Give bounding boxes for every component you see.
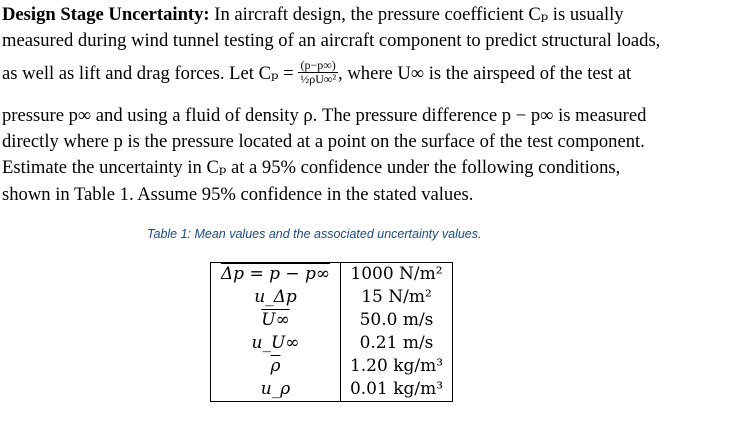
cp-fraction-numerator: (p−p∞)	[298, 59, 338, 73]
values-table	[210, 262, 453, 402]
value-cell: 1.20 kg/m³	[341, 355, 453, 378]
value-cell: 50.0 m/s	[341, 309, 453, 332]
value-cell: 1000 N/m²	[341, 263, 453, 287]
symbol-cell: u_ρ	[211, 378, 341, 402]
problem-line-3	[2, 58, 632, 88]
problem-text-7: shown in Table 1. Assume 95% confidence in the stated values.	[2, 184, 474, 205]
symbol-cell: $\overline{\rho}$	[211, 355, 341, 378]
value-cell: 15 N/m²	[341, 286, 453, 309]
problem-text-5: directly where p is the pressure located at a point on the surface of the test component.	[2, 131, 645, 152]
cp-fraction	[298, 59, 338, 86]
problem-text-6: Estimate the uncertainty in Cₚ at a 95% confidence under the following conditions,	[2, 157, 621, 178]
problem-line-1	[2, 2, 624, 28]
symbol-cell: Δp = p − p∞	[211, 263, 341, 287]
symbol-cell: u_U∞	[211, 332, 341, 355]
table-row	[211, 309, 453, 332]
table-caption: Table 1: Mean values and the associated uncertainty values.	[147, 227, 482, 241]
problem-title: Design Stage Uncertainty:	[2, 4, 210, 25]
table-row	[211, 355, 453, 378]
problem-line-5	[2, 129, 645, 155]
value-cell: 0.21 m/s	[341, 332, 453, 355]
table-row	[211, 286, 453, 309]
problem-line-6	[2, 155, 620, 181]
cp-fraction-denominator: ½ρU∞²	[300, 72, 337, 87]
value-cell: 0.01 kg/m³	[341, 378, 453, 402]
problem-text-2: measured during wind tunnel testing of an aircraft component to predict structural loads,	[2, 30, 661, 51]
problem-text-3a: as well as lift and drag forces. Let Cₚ =	[2, 63, 294, 84]
problem-text-3b: , where U∞ is the airspeed of the test at	[338, 63, 632, 84]
symbol-cell: U∞	[211, 309, 341, 332]
problem-line-2	[2, 28, 660, 54]
table-row	[211, 378, 453, 402]
table-row	[211, 332, 453, 355]
problem-line-4	[2, 103, 646, 129]
problem-line-7	[2, 182, 473, 208]
table-row	[211, 263, 453, 287]
problem-text-1: In aircraft design, the pressure coefficient Cₚ is usually	[214, 4, 624, 25]
symbol-cell: u_Δp	[211, 286, 341, 309]
problem-text-4: pressure p∞ and using a fluid of density ρ. The pressure difference p − p∞ is measured	[2, 105, 647, 126]
